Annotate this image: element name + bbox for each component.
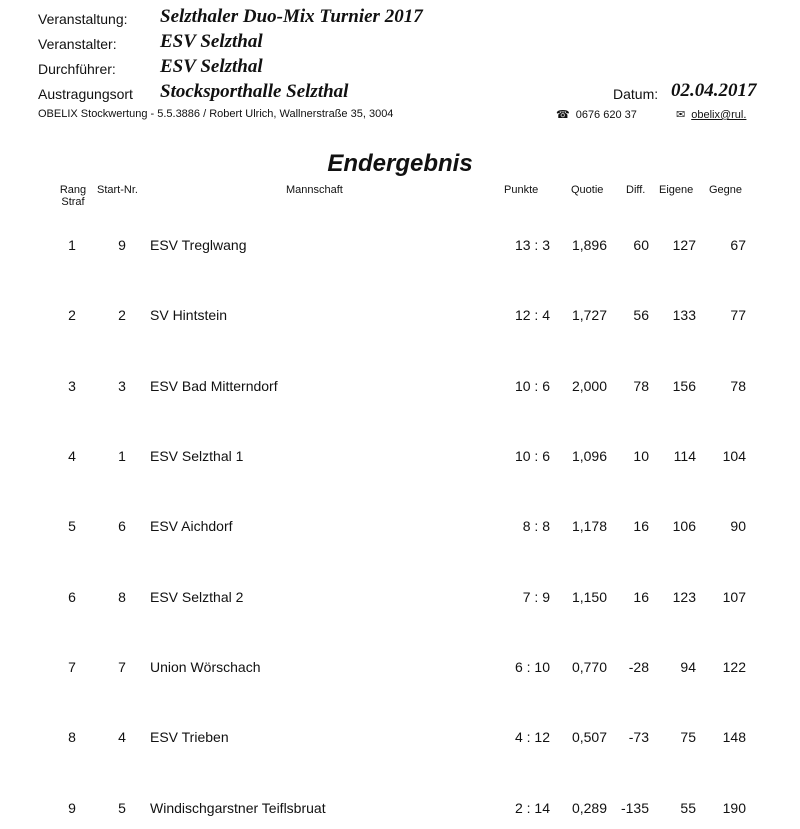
eigene-cell: 106 [672, 518, 696, 534]
col-quotie: Quotie [571, 184, 604, 196]
veranstalter-label: Veranstalter: [38, 36, 117, 52]
team-cell: ESV Bad Mitterndorf [150, 378, 278, 394]
team-cell: ESV Selzthal 1 [150, 448, 244, 464]
team-cell: ESV Aichdorf [150, 518, 233, 534]
table-row [0, 589, 800, 609]
quotie-cell: 2,000 [571, 378, 607, 394]
eigene-cell: 75 [680, 729, 696, 745]
quotie-cell: 1,150 [571, 589, 607, 605]
col-punkte: Punkte [504, 184, 539, 196]
diff-cell: 60 [633, 237, 649, 253]
table-row [0, 729, 800, 749]
diff-cell: -135 [620, 800, 649, 816]
page-title: Endergebnis [327, 150, 473, 177]
gegne-cell: 78 [730, 378, 746, 394]
quotie-cell: 0,770 [571, 659, 607, 675]
rank-cell: 4 [68, 448, 76, 464]
table-row [0, 518, 800, 538]
start-cell: 1 [118, 448, 126, 464]
rank-cell: 8 [68, 729, 76, 745]
col-start: Start-Nr. [97, 184, 138, 196]
gegne-cell: 90 [730, 518, 746, 534]
start-cell: 4 [118, 729, 126, 745]
diff-cell: 16 [633, 518, 649, 534]
table-row [0, 378, 800, 398]
table-row [0, 800, 800, 820]
team-cell: ESV Treglwang [150, 237, 247, 253]
rank-cell: 5 [68, 518, 76, 534]
start-cell: 9 [118, 237, 126, 253]
table-row [0, 659, 800, 679]
phone-number: 0676 620 37 [575, 109, 637, 121]
quotie-cell: 1,178 [571, 518, 607, 534]
austragungsort-value: Stocksporthalle Selzthal [160, 81, 349, 102]
gegne-cell: 77 [730, 307, 746, 323]
start-cell: 3 [118, 378, 126, 394]
punkte-cell: 2 : 14 [514, 800, 550, 816]
team-cell: SV Hintstein [150, 307, 228, 323]
mail-icon: ✉ [676, 109, 686, 121]
austragungsort-label: Austragungsort [38, 86, 133, 102]
gegne-cell: 122 [722, 659, 746, 675]
start-cell: 5 [118, 800, 126, 816]
durchfuehrer-label: Durchführer: [38, 61, 116, 77]
team-cell: Windischgarstner Teiflsbruat [150, 800, 326, 816]
mail-link[interactable]: obelix@rul. [691, 109, 747, 121]
eigene-cell: 156 [672, 378, 696, 394]
punkte-cell: 10 : 6 [514, 448, 550, 464]
durchfuehrer-value: ESV Selzthal [160, 56, 263, 77]
quotie-cell: 1,096 [571, 448, 607, 464]
diff-cell: 78 [633, 378, 649, 394]
eigene-cell: 127 [672, 237, 696, 253]
punkte-cell: 6 : 10 [514, 659, 550, 675]
gegne-cell: 190 [722, 800, 746, 816]
col-rang-label: Rang [59, 184, 87, 196]
rank-cell: 9 [68, 800, 76, 816]
quotie-cell: 1,727 [571, 307, 607, 323]
rank-cell: 3 [68, 378, 76, 394]
team-cell: Union Wörschach [150, 659, 261, 675]
quotie-cell: 0,507 [571, 729, 607, 745]
diff-cell: 56 [633, 307, 649, 323]
gegne-cell: 107 [722, 589, 746, 605]
punkte-cell: 8 : 8 [522, 518, 550, 534]
table-row [0, 237, 800, 257]
col-diff: Diff. [626, 184, 646, 196]
start-cell: 2 [118, 307, 126, 323]
gegne-cell: 67 [730, 237, 746, 253]
col-straf-label: Straf [61, 196, 85, 208]
eigene-cell: 114 [673, 448, 696, 464]
start-cell: 7 [118, 659, 126, 675]
rank-cell: 1 [68, 237, 76, 253]
col-gegne: Gegne [709, 184, 743, 196]
rank-cell: 7 [68, 659, 76, 675]
diff-cell: 16 [633, 589, 649, 605]
start-cell: 8 [118, 589, 126, 605]
diff-cell: 10 [633, 448, 649, 464]
punkte-cell: 12 : 4 [514, 307, 550, 323]
team-cell: ESV Selzthal 2 [150, 589, 244, 605]
punkte-cell: 13 : 3 [514, 237, 550, 253]
eigene-cell: 94 [680, 659, 696, 675]
diff-cell: -28 [628, 659, 649, 675]
col-eigene: Eigene [659, 184, 694, 196]
eigene-cell: 123 [672, 589, 696, 605]
software-info: OBELIX Stockwertung - 5.5.3886 / Robert Ulrich, Wallnerstraße 35, 3004 [38, 108, 394, 120]
gegne-cell: 148 [722, 729, 746, 745]
eigene-cell: 55 [680, 800, 696, 816]
veranstaltung-label: Veranstaltung: [38, 11, 128, 27]
datum-value: 02.04.2017 [671, 80, 757, 101]
rank-cell: 2 [68, 307, 76, 323]
datum-label: Datum: [613, 86, 659, 102]
phone-contact [556, 108, 637, 121]
col-rang [58, 184, 88, 208]
quotie-cell: 0,289 [571, 800, 607, 816]
rank-cell: 6 [68, 589, 76, 605]
phone-icon: ☎ [556, 109, 570, 121]
team-cell: ESV Trieben [150, 729, 229, 745]
mail-contact [676, 108, 746, 121]
start-cell: 6 [118, 518, 126, 534]
punkte-cell: 7 : 9 [522, 589, 550, 605]
eigene-cell: 133 [672, 307, 696, 323]
diff-cell: -73 [628, 729, 649, 745]
veranstalter-value: ESV Selzthal [160, 31, 263, 52]
veranstaltung-value: Selzthaler Duo-Mix Turnier 2017 [160, 6, 423, 27]
table-row [0, 307, 800, 327]
quotie-cell: 1,896 [571, 237, 607, 253]
punkte-cell: 10 : 6 [514, 378, 550, 394]
gegne-cell: 104 [722, 448, 746, 464]
col-mannschaft: Mannschaft [286, 184, 343, 196]
punkte-cell: 4 : 12 [514, 729, 550, 745]
table-row [0, 448, 800, 468]
